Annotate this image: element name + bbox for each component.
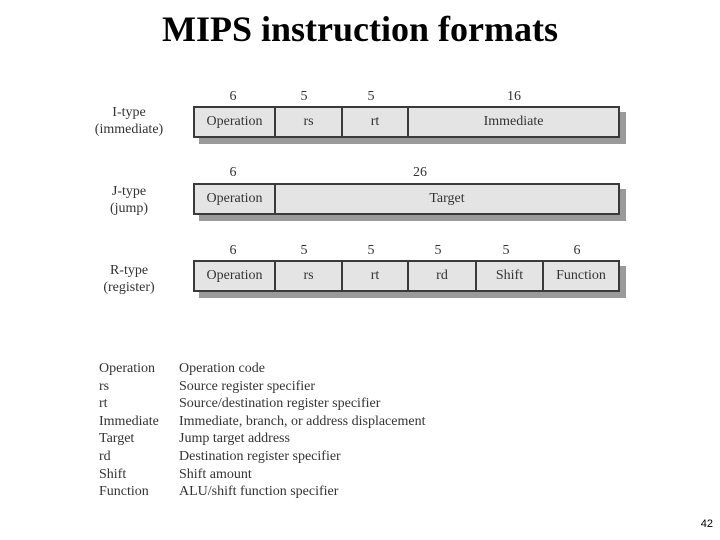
- r-type-field-function: Function: [556, 268, 606, 283]
- legend-row: [99, 413, 425, 431]
- i-type-bits-immediate: 16: [507, 89, 521, 104]
- j-type-bar: [193, 183, 620, 215]
- r-type-name: R-type: [109, 263, 149, 278]
- legend-row: [99, 483, 425, 501]
- r-type-field-rt: rt: [343, 262, 409, 290]
- j-type-bits-target: 26: [413, 165, 427, 180]
- r-type-bar: [193, 260, 620, 292]
- legend-row: [99, 430, 425, 448]
- legend-row: [99, 466, 425, 484]
- r-type-bits-function: 6: [573, 243, 581, 258]
- i-type-field-operation: Operation: [195, 108, 276, 136]
- r-type-field-operation: Operation: [195, 262, 276, 290]
- r-type-bits-rs: 5: [300, 243, 308, 258]
- j-type-desc: (jump): [109, 201, 149, 216]
- legend-row: [99, 360, 425, 378]
- legend-definition: Shift amount: [179, 466, 252, 482]
- r-type-bits-rt: 5: [367, 243, 375, 258]
- legend-term: Function: [99, 484, 149, 500]
- i-type-field-immediate: Immediate: [483, 114, 544, 129]
- r-type-label: [82, 262, 176, 296]
- j-type-field-operation: Operation: [195, 185, 276, 213]
- r-type-field-rd: rd: [409, 262, 477, 290]
- legend-definition: Operation code: [179, 361, 265, 376]
- field-legend: [99, 360, 425, 501]
- r-type-desc: (register): [103, 280, 155, 295]
- i-type-field-rt: rt: [343, 108, 409, 136]
- i-type-bits-rs: 5: [300, 89, 308, 104]
- j-type-label: [82, 183, 176, 217]
- legend-definition: Destination register specifier: [179, 448, 341, 464]
- legend-row: [99, 448, 425, 466]
- legend-term: rt: [99, 396, 108, 412]
- slide-title: MIPS instruction formats: [162, 9, 558, 49]
- j-type-name: J-type: [111, 184, 147, 199]
- legend-definition: Source register specifier: [179, 378, 316, 394]
- legend-row: [99, 378, 425, 396]
- i-type-bits-operation: 6: [229, 89, 237, 104]
- r-type-bits-operation: 6: [229, 243, 237, 258]
- i-type-field-rs: rs: [276, 108, 343, 136]
- r-type-bits-rd: 5: [434, 243, 442, 258]
- i-type-name: I-type: [112, 105, 146, 120]
- legend-row: [99, 395, 425, 413]
- i-type-bits-rt: 5: [367, 89, 375, 104]
- legend-term: Immediate: [99, 413, 159, 429]
- j-type-field-target: Target: [429, 191, 465, 206]
- i-type-bar: [193, 106, 620, 138]
- j-type-bits-operation: 6: [229, 165, 237, 180]
- legend-term: Target: [99, 431, 135, 447]
- legend-definition: Jump target address: [179, 431, 290, 447]
- legend-definition: Immediate, branch, or address displacement: [179, 413, 426, 429]
- i-type-desc: (immediate): [94, 122, 164, 137]
- legend-term: rd: [99, 448, 111, 464]
- i-type-label: [82, 104, 176, 138]
- legend-definition: Source/destination register specifier: [179, 396, 381, 412]
- r-type-field-rs: rs: [276, 262, 343, 290]
- page-number: 42: [700, 518, 713, 530]
- legend-term: Shift: [99, 466, 127, 482]
- legend-term: Operation: [99, 361, 155, 376]
- legend-definition: ALU/shift function specifier: [179, 484, 339, 500]
- legend-term: rs: [99, 378, 110, 394]
- r-type-bits-shift: 5: [502, 243, 510, 258]
- r-type-field-shift: Shift: [477, 262, 544, 290]
